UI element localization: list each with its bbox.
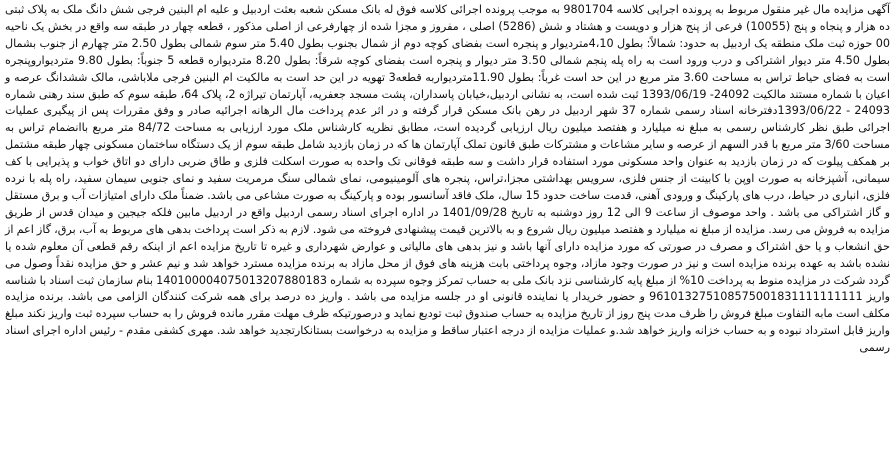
auction-notice-text: آگهی مزایده مال غیر منقول مربوط به پرونده اجرایی کلاسه 9801704 به موجب پرونده اجرائی کلاسه فوق له بانک مسکن شعبه بعثت اردبیل و علیه ام البنین فرجی شش دانگ ملک به پلاک ثبتی ده هزار و پنجاه و پنج (10055) فرعی از پنج هزار و دویست و هشتاد و شش (5286) اصلی ، مفروز و مجزا شده از چهارفرعی از اصلی مذکور ، قطعه چهار در طبقه سه واقع در بخش یک ناحیه 00 حوزه ثبت ملک منطقه یک اردبیل به حدود: شمالاً: بطول 4،10متردیوار و پنجره است بفضای کوچه دوم از شمال بجنوب بطول 5.40 متر سوم شمالی بطول 2.50 متر چهارم از جنوب بشمال بطول 4.50 متر دیوار اشتراکی و درب ورود است به راه پله پنجم شمالی 3.50 متر دیوار و پنجره است بفضای کوچه شرقاً: بطول 8.20 متردیواره قطعه 5 جنوباً: بطول 9.80 متردیواروپنجره است به فضای حیاط تراس به مساحت 3.60 متر مربع در این حد است غرباً: بطول 11.90متردیواربه قطعه3 تهویه در این حد است به مالکیت ام البنین فرجی ملاباشی، مالک ششدانگ عرصه و اعیان با شماره مستند مالکیت 24092- 1393/06/19 ثبت شده است، به نشانی اردبیل،خیابان پاسداران، پشت مسجد جعفریه، آپارتمان تیراژه 2، پلاک 64، طبقه سوم که طبق سند رهنی شماره 24093 - 1393/06/22دفترخانه اسناد رسمی شماره 37 شهر اردبیل در رهن بانک مسکن قرار گرفته و در اثر عدم پرداخت مال الرهانه اجرائیه صادر و وفق مقررات پس از پیگیری عملیات اجرائی طبق نظر کارشناس رسمی به مبلغ نه میلیارد و هفتصد میلیون ریال ارزیابی گردیده است، مطابق نظریه کارشناس ملک مورد ارزیابی به مساحت 84/72 متر مربع باانضمام تراس به مساحت 3/60 متر مربع با قدر السهم از عرصه و سایر مشاعات و مشترکات طبق قانون تملک آپارتمان ها که در زمان بازدید شامل طبقه سوم از یک دستگاه ساختمان مسکونی چهار طبقه مشتمل بر همکف پیلوت که در زمان بازدید به عنوان واحد مسکونی مورد استفاده قرار داشت و سه طبقه فوقانی تک واحده به صورت اسکلت فلزی و طاق ضربی دارای دو اتاق خواب و پذیرایی با کف سیمانی، آشپزخانه به صورت اوپن با کابینت از جنس فلزی، سرویس بهداشتی مجزا،تراس، پنجره های آلومینیومی، نمای شمالی سنگ مرمریت سفید و نمای جنوبی سیمان سفید، راه پله با نرده فلزی، انباری در حیاط، درب های پارکینگ و ورودی آهنی، قدمت ساخت حدود 15 سال، ملک فاقد آسانسور بوده و پارکینگ به صورت مشاعی می باشد. ضمناً ملک دارای امتیازات آب و برق مستقل و گاز اشتراکی می باشد . واحد موصوف از ساعت 9 الی 12 روز دوشنبه به تاریخ 1401/09/28 در اداره اجرای اسناد رسمی اردبیل واقع در اردبیل مابین فلکه جیجین و میدان قدس از طریق مزایده به فروش می رسد. مزایده از مبلغ نه میلیارد و هفتصد میلیون ریال شروع و به بالاترین قیمت پیشنهادی فروخته می شود. لازم به ذکر است پرداخت بدهی های مربوط به آب، برق، گاز اعم از حق انشعاب و یا حق اشتراک و مصرف در صورتی که مورد مزایده دارای آنها باشد و نیز بدهی های مالیاتی و عوارض شهرداری و غیره تا تاریخ مزایده اعم از اینکه رقم قطعی آن معلوم شده یا نشده باشد به عهده برنده مزایده است و نیز در صورت وجود مازاد، وجوه پرداختی بابت هزینه های فوق از محل مازاد به برنده مزایده مسترد خواهد شد و نیم عشر و حق مزایده نقداً وصول می گردد شرکت در مزایده منوط به پرداخت 10% از مبلغ پایه کارشناسی نزد بانک ملی به حساب تمرکز وجوه سپرده به شماره 140100004075013207880183 بنام سازمان ثبت اسناد با شناسه واریز 961013275108575001831111111111 و حضور خریدار یا نماینده قانونی او در جلسه مزایده می باشد . واریز ده درصد برای همه شرکت کنندگان الزامی می باشد. برنده مزایده مکلف است مابه التفاوت مبلغ فروش را ظرف مدت پنج روز از تاریخ مزایده به حساب صندوق ثبت تودیع نماید و درصورتیکه ظرف مهلت مقرر مانده فروش را به حساب سپرده ثبت واریز نکند مبلغ واریز قابل استرداد نبوده و به حساب خزانه واریز خواهد شد.و عملیات مزایده از درجه اعتبار ساقط و مزایده به درخواست بستانکارتجدید خواهد شد. مهری کشفی مقدم - رئیس اداره اجرای اسناد رسمی xyxy=(5,3,891,355)
